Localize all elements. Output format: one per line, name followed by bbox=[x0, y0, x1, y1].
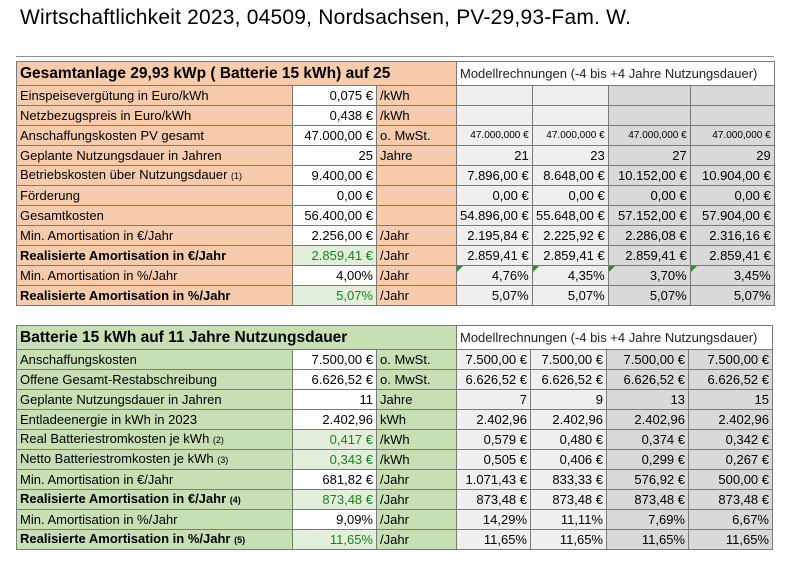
battery-header-row bbox=[17, 326, 773, 350]
model-cell[interactable]: 0,00 € bbox=[608, 186, 690, 206]
row-unit bbox=[377, 186, 457, 206]
model-cell[interactable] bbox=[608, 106, 690, 126]
model-cell[interactable]: 7.896,00 € bbox=[457, 166, 533, 186]
table-row bbox=[17, 450, 773, 470]
model-cell[interactable]: 54.896,00 € bbox=[457, 206, 533, 226]
row-label bbox=[17, 350, 293, 370]
row-label-text: Anschaffungskosten PV gesamt bbox=[20, 127, 205, 143]
row-label bbox=[17, 410, 293, 430]
model-cell[interactable]: 2.316,16 € bbox=[690, 226, 774, 246]
model-cell[interactable] bbox=[690, 106, 774, 126]
table-row bbox=[17, 106, 775, 126]
row-value[interactable]: 11 bbox=[293, 390, 377, 410]
table-row bbox=[17, 530, 773, 550]
row-unit: /Jahr bbox=[377, 226, 457, 246]
row-label bbox=[17, 370, 293, 390]
model-cell[interactable]: 6.626,52 € bbox=[457, 370, 531, 390]
row-label bbox=[17, 266, 293, 286]
model-cell[interactable]: 2.859,41 € bbox=[532, 246, 608, 266]
model-cell[interactable]: 21 bbox=[457, 146, 533, 166]
row-unit: o. MwSt. bbox=[377, 350, 457, 370]
table-row bbox=[17, 166, 775, 186]
model-cell[interactable]: 10.904,00 € bbox=[690, 166, 774, 186]
model-cell[interactable]: 2.402,96 bbox=[689, 410, 773, 430]
table-row bbox=[17, 410, 773, 430]
table-row bbox=[17, 206, 775, 226]
model-cell[interactable]: 0,00 € bbox=[690, 186, 774, 206]
row-label-text: Offene Gesamt-Restabschreibung bbox=[20, 371, 218, 387]
model-cell[interactable]: 11,65% bbox=[689, 530, 773, 550]
row-label bbox=[17, 490, 293, 510]
row-value[interactable]: 0,343 € bbox=[293, 450, 377, 470]
model-cell[interactable]: 7.500,00 € bbox=[607, 350, 689, 370]
row-value[interactable]: 0,417 € bbox=[293, 430, 377, 450]
table-row bbox=[17, 146, 775, 166]
table-row bbox=[17, 350, 773, 370]
model-cell[interactable]: 7,69% bbox=[607, 510, 689, 530]
model-cell[interactable]: 500,00 € bbox=[689, 470, 773, 490]
model-cell[interactable]: 4,35% bbox=[532, 266, 608, 286]
model-cell[interactable]: 15 bbox=[689, 390, 773, 410]
model-cell[interactable]: 6,67% bbox=[689, 510, 773, 530]
row-label bbox=[17, 126, 293, 146]
row-label-text: Entladeenergie in kWh in 2023 bbox=[20, 411, 198, 427]
row-unit: /kWh bbox=[377, 86, 457, 106]
row-label-text: Realisierte Amortisation in %/Jahr bbox=[20, 287, 231, 303]
model-cell[interactable]: 27 bbox=[608, 146, 690, 166]
row-label-text: Min. Amortisation in %/Jahr bbox=[20, 267, 178, 283]
row-unit bbox=[377, 166, 457, 186]
row-unit: o. MwSt. bbox=[377, 370, 457, 390]
model-cell[interactable]: 8.648,00 € bbox=[532, 166, 608, 186]
model-cell[interactable]: 2.402,96 bbox=[607, 410, 689, 430]
row-label-text: Min. Amortisation in €/Jahr bbox=[20, 227, 174, 243]
model-cell[interactable] bbox=[690, 86, 774, 106]
model-cell[interactable] bbox=[457, 86, 533, 106]
pv-model-header: Modellrechnungen (-4 bis +4 Jahre Nutzungsdauer) bbox=[457, 62, 775, 86]
model-cell[interactable]: 0,00 € bbox=[457, 186, 533, 206]
row-label bbox=[17, 146, 293, 166]
model-cell[interactable]: 0,406 € bbox=[531, 450, 607, 470]
row-value[interactable]: 681,82 € bbox=[293, 470, 377, 490]
row-value[interactable]: 6.626,52 € bbox=[293, 370, 377, 390]
model-cell[interactable] bbox=[532, 106, 608, 126]
row-label bbox=[17, 166, 293, 186]
row-value[interactable]: 11,65% bbox=[293, 530, 377, 550]
row-value[interactable]: 7.500,00 € bbox=[293, 350, 377, 370]
row-unit: /Jahr bbox=[377, 530, 457, 550]
table-row bbox=[17, 370, 773, 390]
model-cell[interactable]: 11,65% bbox=[457, 530, 531, 550]
footnote-ref: (1) bbox=[231, 171, 243, 181]
model-cell[interactable]: 29 bbox=[690, 146, 774, 166]
row-label bbox=[17, 246, 293, 266]
table-row bbox=[17, 286, 775, 306]
pv-table bbox=[16, 61, 775, 306]
row-label-text: Betriebskosten über Nutzungsdauer bbox=[20, 167, 228, 182]
model-cell[interactable]: 3,45% bbox=[690, 266, 774, 286]
row-value[interactable]: 2.402,96 bbox=[293, 410, 377, 430]
model-cell[interactable]: 3,70% bbox=[608, 266, 690, 286]
model-cell[interactable]: 4,76% bbox=[457, 266, 533, 286]
model-cell[interactable] bbox=[532, 86, 608, 106]
row-value[interactable]: 56.400,00 € bbox=[293, 206, 377, 226]
model-cell[interactable]: 6.626,52 € bbox=[689, 370, 773, 390]
row-label-text: Förderung bbox=[20, 187, 80, 203]
model-cell[interactable]: 11,65% bbox=[607, 530, 689, 550]
row-label-text: Anschaffungskosten bbox=[20, 351, 137, 367]
footnote-ref: (2) bbox=[212, 435, 224, 445]
footnote-ref: (4) bbox=[229, 495, 241, 505]
row-label-text: Geplante Nutzungsdauer in Jahren bbox=[20, 147, 222, 163]
page-title: Wirtschaftlichkeit 2023, 04509, Nordsachsen, PV-29,93-Fam. W. bbox=[20, 6, 631, 29]
row-unit: /Jahr bbox=[377, 246, 457, 266]
row-label-text: Real Batteriestromkosten je kWh bbox=[20, 431, 210, 446]
row-label bbox=[17, 86, 293, 106]
model-cell[interactable]: 5,07% bbox=[608, 286, 690, 306]
model-cell[interactable]: 47.000,000 € bbox=[608, 126, 690, 146]
table-row bbox=[17, 266, 775, 286]
model-cell[interactable]: 576,92 € bbox=[607, 470, 689, 490]
row-label-text: Realisierte Amortisation in €/Jahr bbox=[20, 491, 227, 506]
row-unit: Jahre bbox=[377, 390, 457, 410]
row-value[interactable]: 0,075 € bbox=[293, 86, 377, 106]
model-cell[interactable]: 0,374 € bbox=[607, 430, 689, 450]
model-cell[interactable]: 0,480 € bbox=[531, 430, 607, 450]
model-cell[interactable]: 2.859,41 € bbox=[608, 246, 690, 266]
model-cell[interactable]: 2.402,96 bbox=[531, 410, 607, 430]
row-unit: Jahre bbox=[377, 146, 457, 166]
row-label bbox=[17, 510, 293, 530]
row-label-text: Min. Amortisation in €/Jahr bbox=[20, 471, 174, 487]
footnote-ref: (3) bbox=[217, 455, 229, 465]
model-cell[interactable]: 0,267 € bbox=[689, 450, 773, 470]
row-label bbox=[17, 226, 293, 246]
model-cell[interactable]: 0,505 € bbox=[457, 450, 531, 470]
battery-section-header: Batterie 15 kWh auf 11 Jahre Nutzungsdauer bbox=[17, 326, 457, 350]
table-row bbox=[17, 490, 773, 510]
row-label bbox=[17, 186, 293, 206]
model-cell[interactable]: 873,48 € bbox=[689, 490, 773, 510]
row-unit: /Jahr bbox=[377, 286, 457, 306]
row-label-text: Netto Batteriestromkosten je kWh bbox=[20, 451, 214, 466]
row-unit: /kWh bbox=[377, 430, 457, 450]
footnote-ref: (5) bbox=[234, 535, 246, 545]
row-value[interactable]: 2.256,00 € bbox=[293, 226, 377, 246]
row-label bbox=[17, 206, 293, 226]
row-label-text: Netzbezugspreis in Euro/kWh bbox=[20, 107, 192, 123]
model-cell[interactable]: 0,579 € bbox=[457, 430, 531, 450]
row-label bbox=[17, 286, 293, 306]
row-value[interactable]: 5,07% bbox=[293, 286, 377, 306]
model-cell[interactable]: 9 bbox=[531, 390, 607, 410]
row-label bbox=[17, 450, 293, 470]
model-cell[interactable]: 7.500,00 € bbox=[531, 350, 607, 370]
row-unit: /kWh bbox=[377, 450, 457, 470]
model-cell[interactable]: 0,00 € bbox=[532, 186, 608, 206]
table-row bbox=[17, 510, 773, 530]
model-cell[interactable]: 5,07% bbox=[690, 286, 774, 306]
battery-table bbox=[16, 325, 773, 550]
row-label-text: Min. Amortisation in %/Jahr bbox=[20, 511, 178, 527]
model-cell[interactable]: 2.225,92 € bbox=[532, 226, 608, 246]
row-unit bbox=[377, 206, 457, 226]
row-value[interactable]: 47.000,00 € bbox=[293, 126, 377, 146]
table-row bbox=[17, 246, 775, 266]
row-value[interactable]: 25 bbox=[293, 146, 377, 166]
row-value[interactable]: 2.859,41 € bbox=[293, 246, 377, 266]
model-cell[interactable]: 5,07% bbox=[532, 286, 608, 306]
table-row bbox=[17, 86, 775, 106]
row-unit: /Jahr bbox=[377, 266, 457, 286]
model-cell[interactable]: 1.071,43 € bbox=[457, 470, 531, 490]
row-label bbox=[17, 470, 293, 490]
model-cell[interactable]: 23 bbox=[532, 146, 608, 166]
table-row bbox=[17, 430, 773, 450]
model-cell[interactable]: 2.859,41 € bbox=[690, 246, 774, 266]
model-cell[interactable]: 10.152,00 € bbox=[608, 166, 690, 186]
model-cell[interactable]: 0,342 € bbox=[689, 430, 773, 450]
row-label-text: Gesamtkosten bbox=[20, 207, 104, 223]
model-cell[interactable]: 13 bbox=[607, 390, 689, 410]
model-cell[interactable]: 0,299 € bbox=[607, 450, 689, 470]
model-cell[interactable] bbox=[608, 86, 690, 106]
model-cell[interactable]: 11,11% bbox=[531, 510, 607, 530]
model-cell[interactable]: 11,65% bbox=[531, 530, 607, 550]
table-row bbox=[17, 470, 773, 490]
model-cell[interactable]: 873,48 € bbox=[607, 490, 689, 510]
row-value[interactable]: 0,00 € bbox=[293, 186, 377, 206]
row-label-text: Realisierte Amortisation in €/Jahr bbox=[20, 247, 227, 263]
model-cell[interactable]: 2.195,84 € bbox=[457, 226, 533, 246]
model-cell[interactable]: 57.152,00 € bbox=[608, 206, 690, 226]
row-label bbox=[17, 530, 293, 550]
model-cell[interactable]: 47.000,000 € bbox=[532, 126, 608, 146]
row-value[interactable]: 9,09% bbox=[293, 510, 377, 530]
row-label bbox=[17, 390, 293, 410]
model-cell[interactable]: 873,48 € bbox=[531, 490, 607, 510]
model-cell[interactable]: 47.000,000 € bbox=[690, 126, 774, 146]
model-cell[interactable]: 7.500,00 € bbox=[457, 350, 531, 370]
row-unit: /Jahr bbox=[377, 510, 457, 530]
row-unit: /Jahr bbox=[377, 490, 457, 510]
table-row bbox=[17, 226, 775, 246]
row-label-text: Geplante Nutzungsdauer in Jahren bbox=[20, 391, 222, 407]
table-row bbox=[17, 186, 775, 206]
row-value[interactable]: 873,48 € bbox=[293, 490, 377, 510]
model-cell[interactable]: 6.626,52 € bbox=[607, 370, 689, 390]
model-cell[interactable]: 2.286,08 € bbox=[608, 226, 690, 246]
table-row bbox=[17, 390, 773, 410]
row-value[interactable]: 0,438 € bbox=[293, 106, 377, 126]
title-divider bbox=[16, 56, 774, 57]
row-value[interactable]: 4,00% bbox=[293, 266, 377, 286]
pv-header-row bbox=[17, 62, 775, 86]
model-cell[interactable]: 5,07% bbox=[457, 286, 533, 306]
row-label-text: Realisierte Amortisation in %/Jahr bbox=[20, 531, 231, 546]
row-unit: kWh bbox=[377, 410, 457, 430]
row-label bbox=[17, 430, 293, 450]
model-cell[interactable]: 2.402,96 bbox=[457, 410, 531, 430]
model-cell[interactable] bbox=[457, 106, 533, 126]
row-value[interactable]: 9.400,00 € bbox=[293, 166, 377, 186]
model-cell[interactable]: 833,33 € bbox=[531, 470, 607, 490]
model-cell[interactable]: 14,29% bbox=[457, 510, 531, 530]
model-cell[interactable]: 7.500,00 € bbox=[689, 350, 773, 370]
model-cell[interactable]: 6.626,52 € bbox=[531, 370, 607, 390]
model-cell[interactable]: 57.904,00 € bbox=[690, 206, 774, 226]
row-label bbox=[17, 106, 293, 126]
pv-section-header: Gesamtanlage 29,93 kWp ( Batterie 15 kWh) auf 25 bbox=[17, 62, 457, 86]
table-row bbox=[17, 126, 775, 146]
battery-model-header: Modellrechnungen (-4 bis +4 Jahre Nutzungsdauer) bbox=[457, 326, 773, 350]
row-label-text: Einspeisevergütung in Euro/kWh bbox=[20, 87, 209, 103]
model-cell[interactable]: 873,48 € bbox=[457, 490, 531, 510]
row-unit: /kWh bbox=[377, 106, 457, 126]
row-unit: o. MwSt. bbox=[377, 126, 457, 146]
model-cell[interactable]: 2.859,41 € bbox=[457, 246, 533, 266]
row-unit: /Jahr bbox=[377, 470, 457, 490]
model-cell[interactable]: 47.000,000 € bbox=[457, 126, 533, 146]
model-cell[interactable]: 55.648,00 € bbox=[532, 206, 608, 226]
model-cell[interactable]: 7 bbox=[457, 390, 531, 410]
